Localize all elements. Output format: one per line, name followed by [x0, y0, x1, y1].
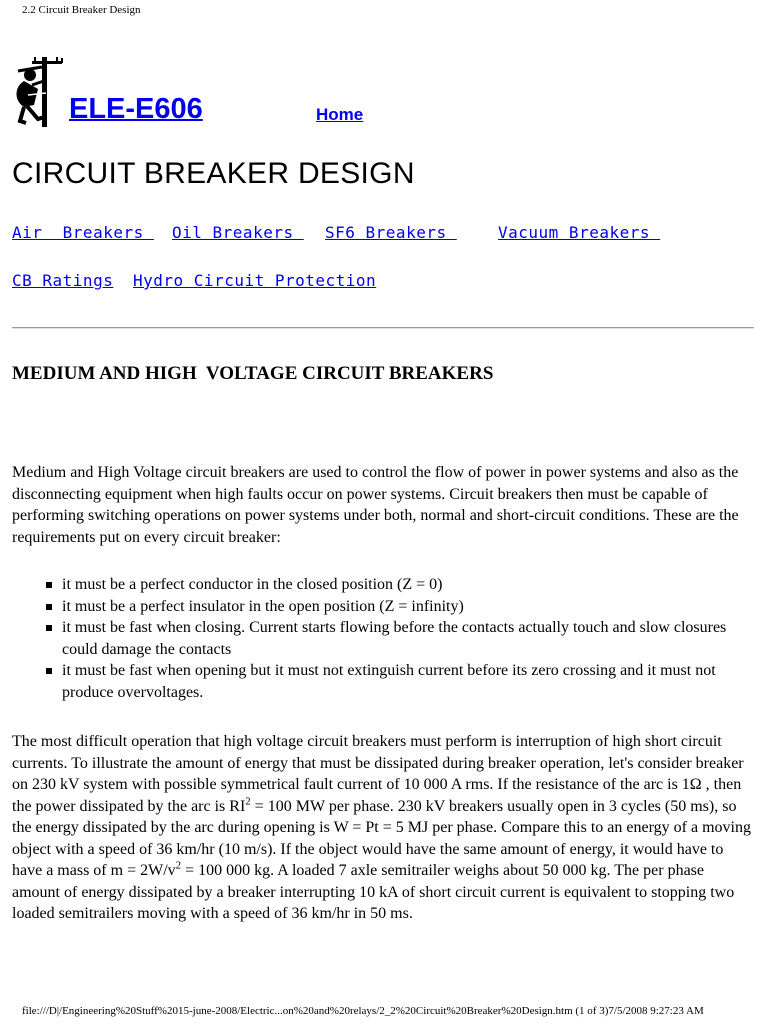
bullet-icon	[46, 625, 52, 631]
print-header: 2.2 Circuit Breaker Design	[22, 4, 141, 16]
list-item-text: it must be fast when closing. Current starts flowing before the contacts actually touch and slow closures could damage the contacts	[62, 619, 727, 658]
list-item-text: it must be fast when opening but it must not extinguish current before its zero crossing and it must not produce overvoltages.	[62, 662, 716, 701]
divider	[12, 327, 754, 329]
superscript-2: 2	[245, 795, 251, 808]
energy-text-2: = 100 MW per phase. 230 kV breakers usually open in 3 cycles (50 ms), so the energy dissipated by the arc during opening is W = Pt = 5 MJ per phase. Compare this to an energy of a moving object with a speed of 36 km/hr (10 m/s). If the object would have the same amount of energy, it would have to have a mass of m = 2W/v	[12, 797, 751, 879]
bullet-icon	[46, 604, 52, 610]
nav-hydro-circuit-protection[interactable]: Hydro Circuit Protection	[133, 271, 377, 290]
list-item-text: it must be a perfect insulator in the open position (Z = infinity)	[62, 597, 464, 615]
lineman-on-pole-icon	[12, 57, 66, 127]
bullet-icon	[46, 668, 52, 674]
requirements-list	[12, 574, 754, 703]
home-link[interactable]: Home	[316, 105, 364, 124]
energy-text-1: The most difficult operation that high voltage circuit breakers must perform is interruption of high short circuit currents. To illustrate the amount of energy that must be dissipated during breaker operation, let's consider breaker on 230 kV system with possible symmetrical fault current of 10 000 A rms. If the resistance of the arc is 1Ω , then the power dissipated by the arc is RI	[12, 733, 744, 815]
nav-vacuum-breakers[interactable]: Vacuum Breakers	[498, 223, 661, 242]
section-heading: MEDIUM AND HIGH VOLTAGE CIRCUIT BREAKERS	[12, 363, 494, 384]
list-item	[12, 574, 754, 596]
superscript-2: 2	[175, 859, 182, 872]
nav-air-breakers[interactable]: Air Breakers	[12, 223, 154, 242]
list-item	[12, 596, 754, 618]
bullet-icon	[46, 582, 52, 588]
page-title: CIRCUIT BREAKER DESIGN	[12, 157, 415, 190]
list-item	[12, 617, 754, 660]
list-item-text: it must be a perfect conductor in the closed position (Z = 0)	[62, 576, 443, 593]
intro-paragraph: Medium and High Voltage circuit breakers are used to control the flow of power in power systems and also as the disconnecting equipment when high faults occur on power systems. Circuit breakers then must be capable of performing switching operations on power systems under both, normal and short-circuit conditions. These are the requirements put on every circuit breaker:	[12, 464, 739, 546]
nav-oil-breakers[interactable]: Oil Breakers	[172, 223, 304, 242]
energy-paragraph	[12, 731, 754, 925]
brand-row	[12, 57, 752, 132]
print-footer: file:///D|/Engineering%20Stuff%2015-june-2008/Electric...on%20and%20relays/2_2%20Circuit%20Breaker%20Design.htm (1 of 3)7/5/2008 9:27:23 AM	[22, 1005, 704, 1017]
list-item	[12, 660, 754, 703]
nav-cb-ratings[interactable]: CB Ratings	[12, 271, 114, 290]
course-home-link[interactable]: ELE-E606	[69, 93, 203, 125]
nav-sf6-breakers[interactable]: SF6 Breakers	[325, 223, 457, 242]
energy-text-3: = 100 000 kg. A loaded 7 axle semitrailer weighs about 50 000 kg. The per phase amount of energy dissipated by a breaker interrupting 10 kA of short circuit current is equivalent to stopping two loaded semitrailers moving with a speed of 36 km/hr in 50 ms.	[12, 862, 735, 922]
